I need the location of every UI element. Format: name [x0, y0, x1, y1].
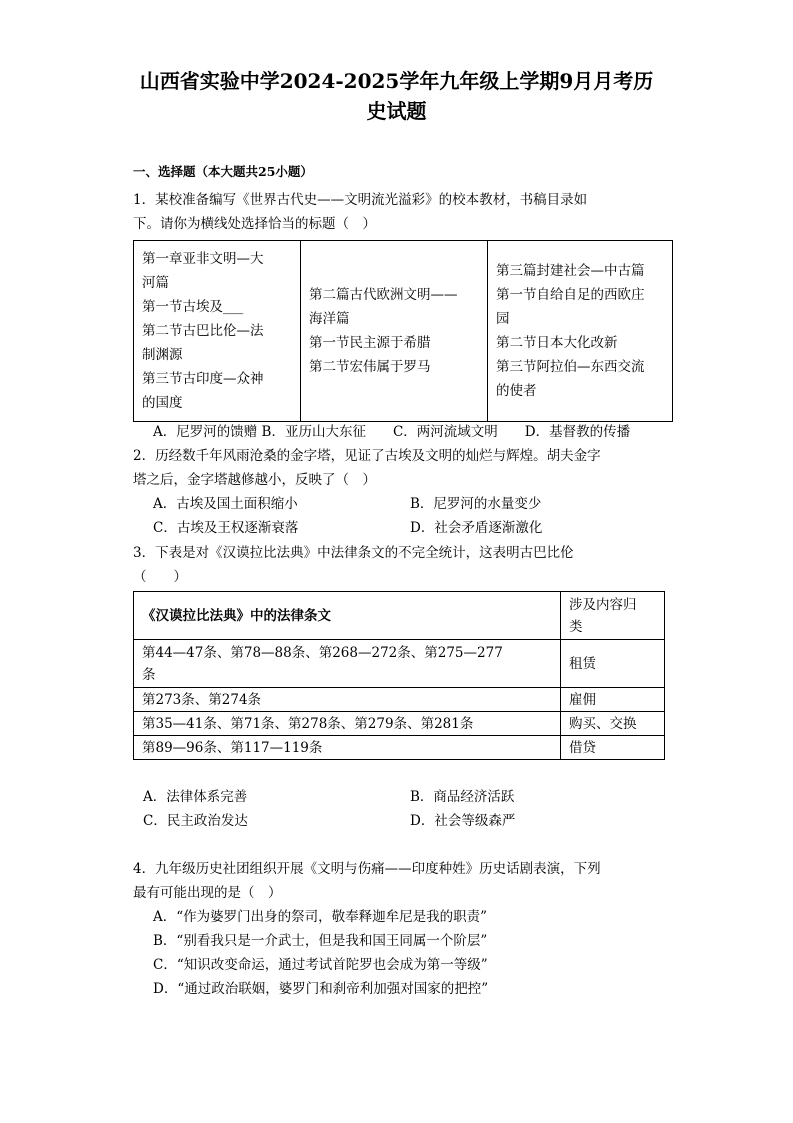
- q1-options: A．尼罗河的馈赠 B．亚历山大东征 C．两河流域文明 D．基督教的传播: [153, 424, 631, 440]
- q1-stem-line-2: 下。请你为横线处选择恰当的标题（ ）: [133, 216, 376, 232]
- table-row: 第44—47条、第78—88条、第268—272条、第275—277 条 租赁: [134, 640, 665, 688]
- section-heading: 一、选择题（本大题共25小题）: [133, 164, 313, 179]
- q2-option-c: C．古埃及王权逐渐衰落: [153, 520, 299, 536]
- table-row: 第273条、第274条 雇佣: [134, 688, 665, 712]
- q2-stem-line-1: 2．历经数千年风雨沧桑的金字塔，见证了古埃及文明的灿烂与辉煌。胡夫金字: [133, 448, 601, 464]
- q3-option-a: A．法律体系完善: [143, 789, 248, 805]
- q1-stem-line-1: 1．某校准备编写《世界古代史——文明流光溢彩》的校本教材，书稿目录如: [133, 192, 588, 208]
- q2-stem-line-2: 塔之后，金字塔越修越小，反映了（ ）: [133, 472, 376, 488]
- table-row: 第35—41条、第71条、第278条、第279条、第281条 购买、交换: [134, 712, 665, 736]
- q4-stem-line-2: 最有可能出现的是（ ）: [133, 885, 282, 901]
- q2-option-b: B．尼罗河的水量变少: [410, 496, 542, 512]
- title-line-1: 山西省实验中学2024-2025学年九年级上学期9月月考历: [139, 69, 654, 93]
- q2-option-d: D．社会矛盾逐渐激化: [410, 520, 543, 536]
- q1-table-col-3: 第三篇封建社会—中古篇 第一节自给自足的西欧庄 园 第二节日本大化改新 第三节阿拉伯—东西交流 的使者: [488, 241, 673, 422]
- title-line-2: 史试题: [366, 99, 427, 123]
- q1-table: [133, 240, 673, 422]
- q1-table-col-2: 第二篇古代欧洲文明—— 海洋篇 第一节民主源于希腊 第二节宏伟属于罗马: [301, 241, 488, 422]
- q3-table: [133, 591, 665, 760]
- q3-option-b: B．商品经济活跃: [410, 789, 515, 805]
- q3-option-d: D．社会等级森严: [410, 813, 516, 829]
- q4-option-d: D．“通过政治联姻，婆罗门和刹帝利加强对国家的把控”: [153, 981, 489, 997]
- q3-stem-line-1: 3．下表是对《汉谟拉比法典》中法律条文的不完全统计，这表明古巴比伦: [133, 545, 574, 561]
- q4-stem-line-1: 4．九年级历史社团组织开展《文明与伤痛——印度种姓》历史话剧表演，下列: [133, 861, 601, 877]
- q4-option-b: B．“别看我只是一介武士，但是我和国王同属一个阶层”: [153, 933, 488, 949]
- q1-table-col-1: 第一章亚非文明—大 河篇 第一节古埃及___ 第二节古巴比伦—法 制渊源 第三节古印度—众神 的国度: [134, 241, 301, 422]
- q3-stem-line-2: （ ）: [133, 569, 187, 585]
- q3-table-header: [134, 592, 665, 640]
- page-title: [110, 66, 683, 126]
- q4-option-a: A．“作为婆罗门出身的祭司，敬奉释迦牟尼是我的职责”: [153, 909, 488, 925]
- q2-option-a: A．古埃及国土面积缩小: [153, 496, 298, 512]
- table-row: 第89—96条、第117—119条 借贷: [134, 736, 665, 760]
- q3-table-header-right: 涉及内容归 类: [561, 592, 665, 640]
- q4-option-c: C．“知识改变命运，通过考试首陀罗也会成为第一等级”: [153, 957, 488, 973]
- q3-option-c: C．民主政治发达: [143, 813, 248, 829]
- q3-table-header-left: 《汉谟拉比法典》中的法律条文: [134, 592, 561, 640]
